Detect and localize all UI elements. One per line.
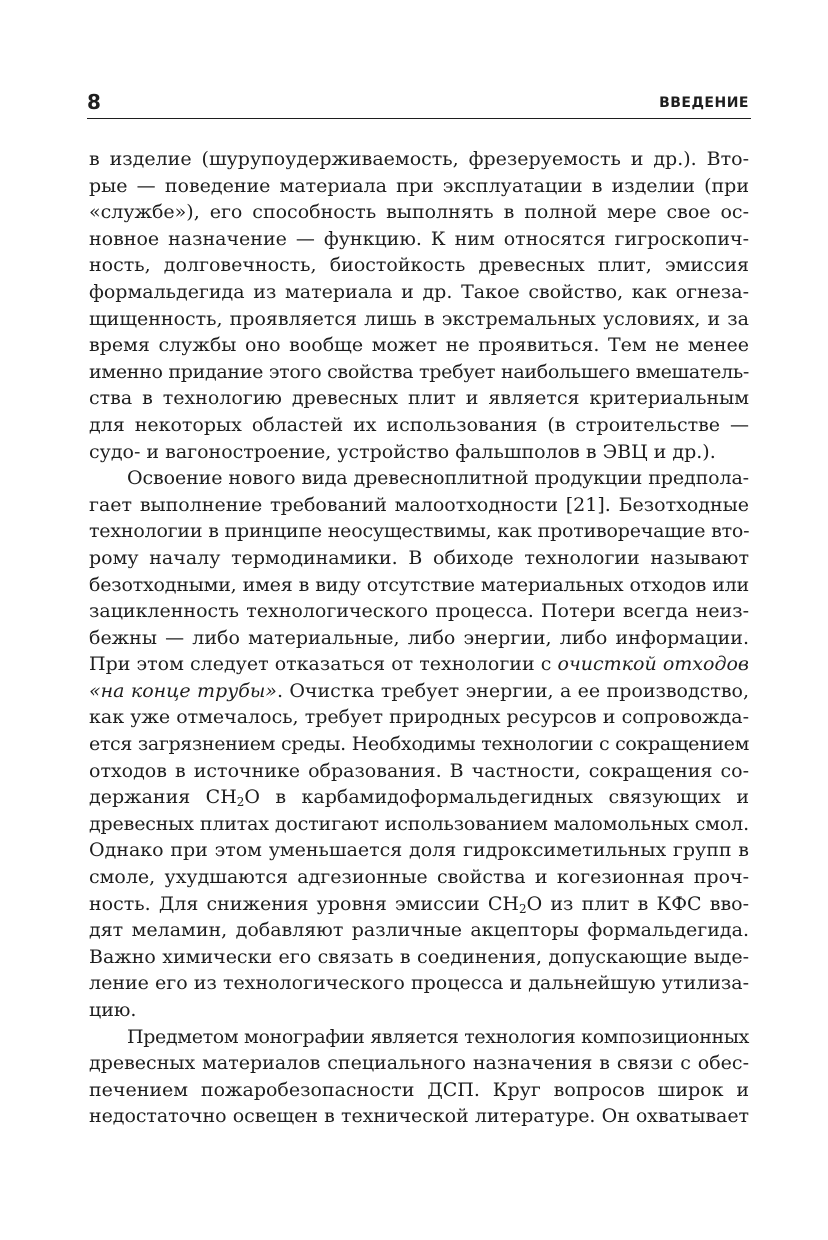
text-line: как уже отмечалось, требует природных ресурсов и сопровожда-: [89, 706, 749, 729]
body-text: [89, 146, 749, 1130]
text-line: Важно химически его связать в соединения, допускающие выде-: [89, 945, 749, 968]
text-line: время службы оно вообще может не проявиться. Тем не менее: [89, 334, 749, 357]
text-line: [89, 784, 749, 811]
text-line: ление его из технологического процесса и дальнейшую утилиза-: [89, 972, 749, 995]
text-line: ства в технологию древесных плит и является критериальным: [89, 387, 749, 410]
text-line: смоле, ухудшаются адгезионные свойства и когезионная проч-: [89, 866, 749, 889]
paragraph-1: [89, 146, 749, 465]
text-line: дят меламин, добавляют различные акцепторы формальдегида.: [89, 919, 749, 942]
text-run: При этом следует отказаться от технологии с: [89, 653, 558, 676]
text-line: Освоение нового вида древесноплитной продукции предпола-: [127, 467, 749, 490]
text-line: бежны — либо материальные, либо энергии, либо информации.: [89, 626, 749, 649]
text-line: древесных плитах достигают использованием маломольных смол.: [89, 812, 749, 835]
text-run: О из плит в КФС вво-: [526, 892, 749, 915]
text-line: печением пожаробезопасности ДСП. Круг вопросов широк и: [89, 1078, 749, 1101]
page-header: [87, 88, 751, 119]
text-line: цию.: [89, 999, 137, 1021]
page-number: 8: [87, 90, 101, 114]
text-line: для некоторых областей их использования (в строительстве —: [89, 413, 749, 436]
subscript: 2: [236, 795, 245, 810]
text-run: О в карбамидоформальдегидных связующих и: [244, 786, 749, 809]
text-run: ность. Для снижения уровня эмиссии СН: [89, 892, 519, 915]
italic-run: очисткой отходов: [557, 653, 749, 676]
text-run: держания СН: [89, 786, 237, 809]
text-line: «службе»), его способность выполнять в полной мере свое ос-: [89, 201, 749, 224]
text-line: именно придание этого свойства требует наибольшего вмешатель-: [89, 360, 749, 383]
text-line: [89, 651, 749, 678]
text-line: древесных материалов специального назначения в связи с обес-: [89, 1052, 749, 1075]
text-line: технологии в принципе неосуществимы, как противоречащие вто-: [89, 520, 750, 543]
subscript: 2: [518, 901, 527, 916]
text-line: формальдегида из материала и др. Такое свойство, как огнеза-: [89, 280, 749, 303]
text-run: . Очистка требует энергии, а ее производство,: [276, 679, 750, 702]
text-line: Предметом монографии является технология композиционных: [127, 1025, 749, 1048]
text-line: недостаточно освещен в технической литературе. Он охватывает: [89, 1105, 749, 1128]
text-line: зацикленность технологического процесса. Потери всегда неиз-: [89, 600, 749, 623]
text-line: ность, долговечность, биостойкость древесных плит, эмиссия: [89, 254, 749, 277]
running-head: ВВЕДЕНИЕ: [659, 95, 749, 111]
text-line: гает выполнение требований малоотходности [21]. Безотходные: [89, 493, 749, 516]
paragraph-3: [89, 1024, 749, 1130]
text-line: рые — поведение материала при эксплуатации в изделии (при: [89, 174, 749, 197]
text-line: Однако при этом уменьшается доля гидроксиметильных групп в: [89, 839, 749, 862]
text-line: [89, 678, 749, 705]
text-line: в изделие (шурупоудерживаемость, фрезеруемость и др.). Вто-: [89, 148, 749, 170]
text-line: [89, 891, 749, 918]
text-line: отходов в источнике образования. В частности, сокращения со-: [89, 759, 749, 782]
text-line: рому началу термодинамики. В обиходе технологии называют: [89, 546, 749, 569]
text-line: безотходными, имея в виду отсутствие материальных отходов или: [89, 573, 749, 596]
text-line: ется загрязнением среды. Необходимы технологии с сокращением: [89, 733, 749, 756]
text-line: новное назначение — функцию. К ним относятся гигроскопич-: [89, 227, 749, 250]
paragraph-2: [89, 465, 749, 1023]
italic-run: «на конце трубы»: [89, 679, 277, 702]
text-line: щищенность, проявляется лишь в экстремальных условиях, и за: [89, 307, 749, 330]
text-line: судо- и вагоностроение, устройство фальшполов в ЭВЦ и др.).: [89, 440, 716, 463]
